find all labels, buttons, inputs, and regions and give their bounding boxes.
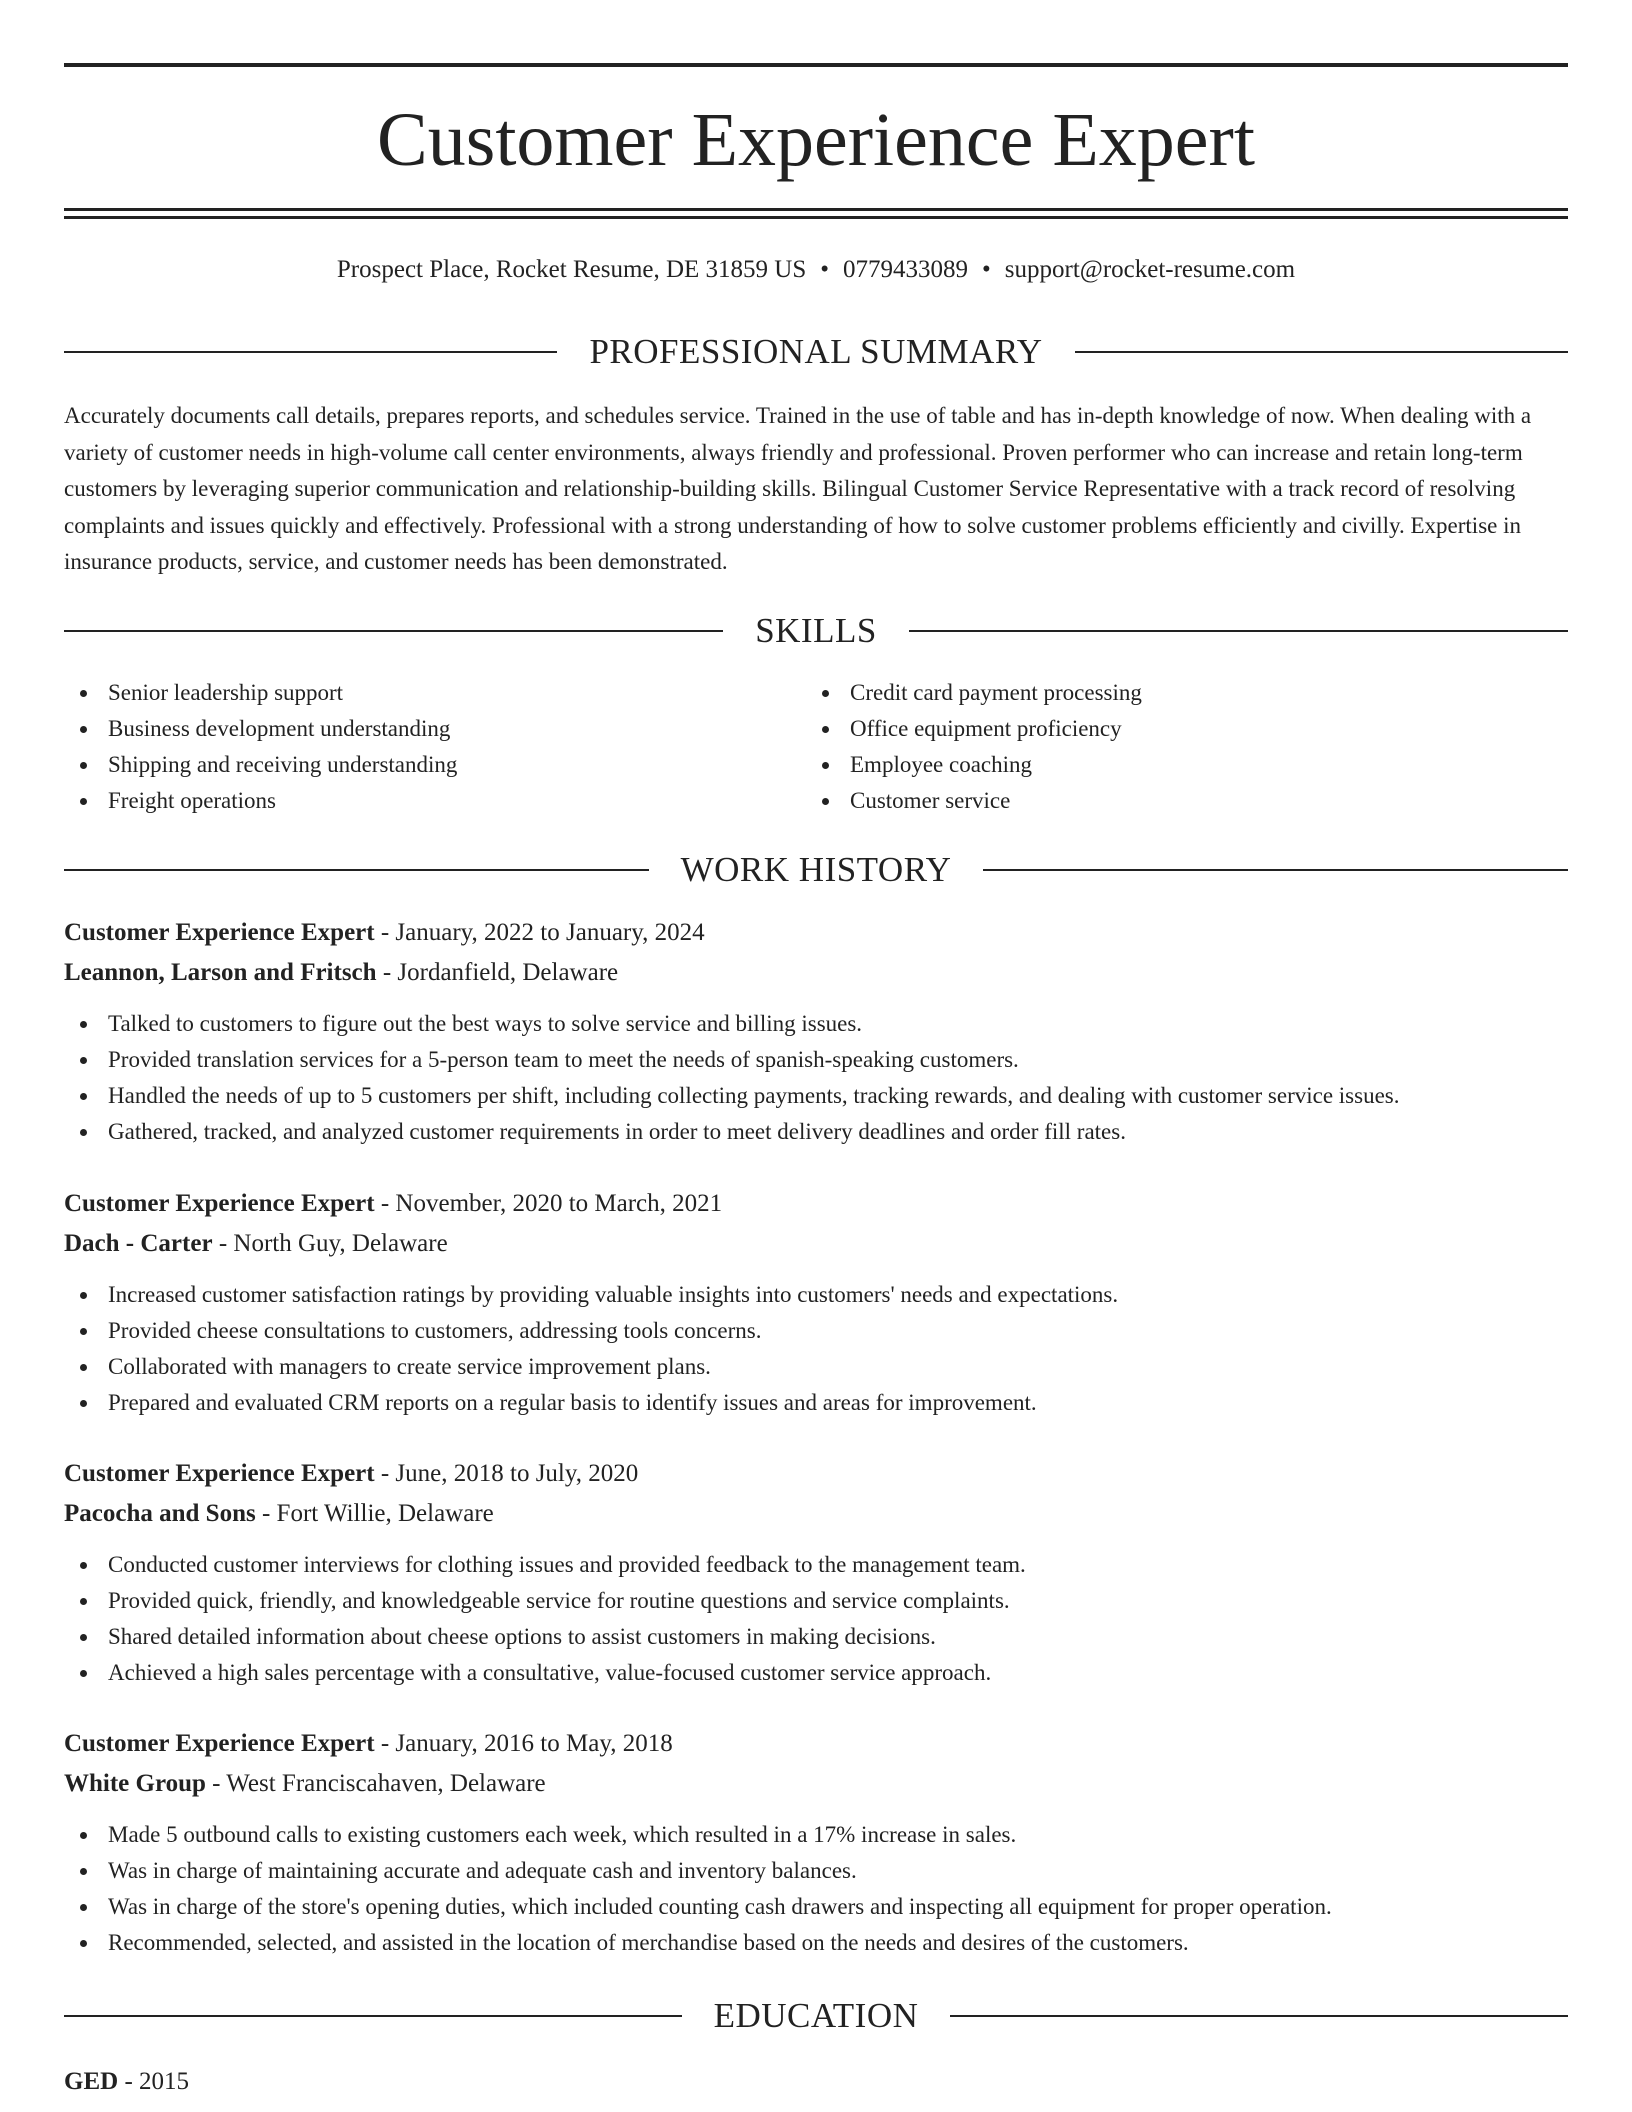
section-rule	[983, 869, 1568, 871]
contact-email: support@rocket-resume.com	[1004, 256, 1296, 283]
job-bullets	[64, 1547, 1568, 1691]
job-bullet: Conducted customer interviews for clothing issues and provided feedback to the management team.	[64, 1547, 1568, 1583]
section-heading-work-history	[64, 850, 1568, 890]
job-location: Fort Willie, Delaware	[276, 1500, 494, 1527]
job-company-line	[64, 1494, 1568, 1534]
job-company: Dach - Carter	[64, 1230, 213, 1257]
skills-list-left	[64, 675, 804, 819]
section-heading-skills	[64, 611, 1568, 651]
header-bottom-rule-double	[64, 216, 1568, 219]
job-entry	[64, 913, 1568, 1150]
contact-separator: •	[982, 256, 991, 283]
job-bullet: Increased customer satisfaction ratings by providing valuable insights into customers' needs and expectations.	[64, 1277, 1568, 1313]
job-dates: June, 2018 to July, 2020	[395, 1460, 639, 1487]
job-entry	[64, 1724, 1568, 1961]
section-rule	[64, 630, 723, 632]
job-title: Customer Experience Expert	[64, 919, 375, 946]
dash: -	[374, 1190, 396, 1217]
job-title-line	[64, 913, 1568, 953]
job-entry	[64, 1184, 1568, 1421]
job-bullet: Was in charge of the store's opening duties, which included counting cash drawers and inspecting all equipment for proper operation.	[64, 1889, 1568, 1925]
job-bullets	[64, 1817, 1568, 1961]
job-location: Jordanfield, Delaware	[397, 959, 619, 986]
job-title-line	[64, 1454, 1568, 1494]
dash: -	[376, 959, 398, 986]
job-company-line	[64, 1764, 1568, 1804]
section-rule	[64, 869, 649, 871]
skill-item: Office equipment proficiency	[806, 711, 1546, 747]
job-location: North Guy, Delaware	[233, 1230, 448, 1257]
section-title: PROFESSIONAL SUMMARY	[589, 332, 1043, 371]
education-degree: GED	[64, 2068, 119, 2095]
job-bullet: Provided cheese consultations to customers, addressing tools concerns.	[64, 1313, 1568, 1349]
header-bottom-rule	[64, 208, 1568, 211]
job-location: West Franciscahaven, Delaware	[226, 1770, 546, 1797]
section-title: WORK HISTORY	[680, 850, 952, 889]
job-dates: November, 2020 to March, 2021	[395, 1190, 723, 1217]
section-rule	[64, 2015, 682, 2017]
skill-item: Credit card payment processing	[806, 675, 1546, 711]
job-company-line	[64, 1224, 1568, 1264]
job-company: White Group	[64, 1770, 206, 1797]
section-rule	[950, 2015, 1568, 2017]
section-rule	[909, 630, 1568, 632]
job-company: Leannon, Larson and Fritsch	[64, 959, 377, 986]
skill-item: Senior leadership support	[64, 675, 804, 711]
job-bullet: Recommended, selected, and assisted in the location of merchandise based on the needs and desires of the customers.	[64, 1925, 1568, 1961]
job-bullet: Provided quick, friendly, and knowledgeable service for routine questions and service complaints.	[64, 1583, 1568, 1619]
contact-address: Prospect Place, Rocket Resume, DE 31859 US	[336, 256, 807, 283]
education-entry	[64, 2062, 1568, 2102]
job-title: Customer Experience Expert	[64, 1730, 375, 1757]
skill-item: Customer service	[806, 783, 1546, 819]
job-bullet: Was in charge of maintaining accurate and adequate cash and inventory balances.	[64, 1853, 1568, 1889]
dash: -	[118, 2068, 140, 2095]
job-bullet: Talked to customers to figure out the best ways to solve service and billing issues.	[64, 1006, 1568, 1042]
job-entry	[64, 1454, 1568, 1691]
section-title: EDUCATION	[713, 1996, 919, 2035]
summary-text: Accurately documents call details, prepares reports, and schedules service. Trained in the use of table and has in-depth knowledge of now. When dealing with a variety of customer needs in high-volume call center environments, always friendly and professional. Proven performer who can increase and retain long-term customers by leveraging superior communication and relationship-building skills. Bilingual Customer Service Representative with a track record of resolving complaints and issues quickly and effectively. Professional with a strong understanding of how to solve customer problems efficiently and civilly. Expertise in insurance products, service, and customer needs has been demonstrated.	[64, 403, 1532, 574]
header-top-rule	[64, 63, 1568, 67]
section-rule	[64, 351, 557, 353]
contact-line	[64, 252, 1568, 288]
job-bullet: Achieved a high sales percentage with a consultative, value-focused customer service approach.	[64, 1655, 1568, 1691]
job-bullet: Collaborated with managers to create service improvement plans.	[64, 1349, 1568, 1385]
job-bullet: Gathered, tracked, and analyzed customer requirements in order to meet delivery deadlines and order fill rates.	[64, 1114, 1568, 1150]
job-title: Customer Experience Expert	[64, 1460, 375, 1487]
dash: -	[374, 919, 396, 946]
skill-item: Business development understanding	[64, 711, 804, 747]
job-company-line	[64, 953, 1568, 993]
contact-phone: 0779433089	[843, 256, 969, 283]
skill-item: Employee coaching	[806, 747, 1546, 783]
job-title-line	[64, 1184, 1568, 1224]
education-degree-line	[64, 2062, 1568, 2102]
job-bullets	[64, 1006, 1568, 1150]
skills-list-right	[806, 675, 1546, 819]
job-dates: January, 2022 to January, 2024	[395, 919, 705, 946]
job-bullet: Made 5 outbound calls to existing customers each week, which resulted in a 17% increase in sales.	[64, 1817, 1568, 1853]
job-bullet: Provided translation services for a 5-person team to meet the needs of spanish-speaking customers.	[64, 1042, 1568, 1078]
job-company: Pacocha and Sons	[64, 1500, 256, 1527]
dash: -	[374, 1730, 396, 1757]
dash: -	[374, 1460, 396, 1487]
job-bullets	[64, 1277, 1568, 1421]
education-year: 2015	[139, 2068, 190, 2095]
dash: -	[205, 1770, 227, 1797]
skill-item: Shipping and receiving understanding	[64, 747, 804, 783]
job-bullet: Shared detailed information about cheese options to assist customers in making decisions.	[64, 1619, 1568, 1655]
job-dates: January, 2016 to May, 2018	[395, 1730, 673, 1757]
job-title-line	[64, 1724, 1568, 1764]
skill-item: Freight operations	[64, 783, 804, 819]
job-bullet: Handled the needs of up to 5 customers per shift, including collecting payments, tracking rewards, and dealing with customer service issues.	[64, 1078, 1568, 1114]
section-rule	[1075, 351, 1568, 353]
section-heading-summary	[64, 332, 1568, 372]
contact-separator: •	[820, 256, 830, 283]
dash: -	[212, 1230, 234, 1257]
section-heading-education	[64, 1996, 1568, 2036]
section-title: SKILLS	[755, 611, 877, 650]
resume-name: Customer Experience Expert	[377, 98, 1255, 182]
dash: -	[255, 1500, 277, 1527]
job-title: Customer Experience Expert	[64, 1190, 375, 1217]
job-bullet: Prepared and evaluated CRM reports on a regular basis to identify issues and areas for improvement.	[64, 1385, 1568, 1421]
